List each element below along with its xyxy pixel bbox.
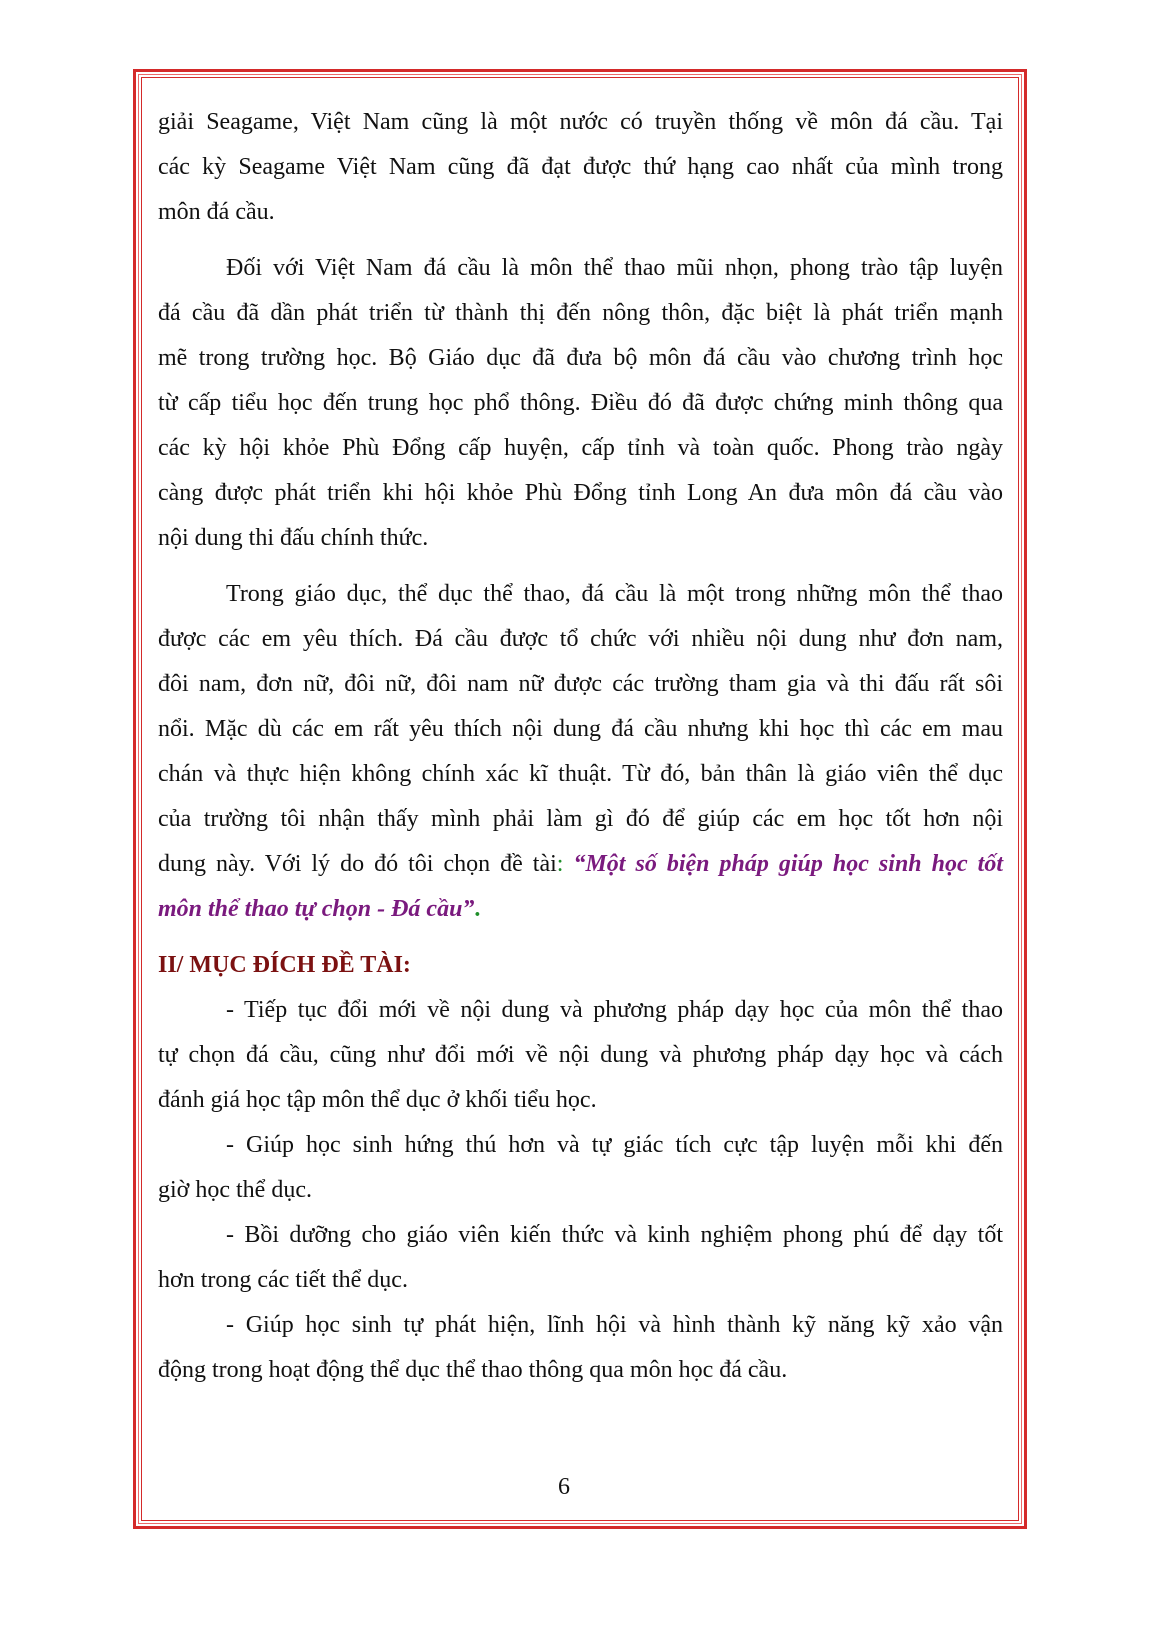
bullet-line: - Tiếp tục đổi mới về nội dung và phương pháp dạy học của môn thể thao — [226, 997, 1003, 1023]
bullet-line: đánh giá học tập môn thể dục ở khối tiểu học. — [158, 1087, 597, 1113]
paragraph-3-lead: dung này. Với lý do đó tôi chọn đề tài — [158, 851, 557, 877]
paragraph-3-line: nổi. Mặc dù các em rất yêu thích nội dung đá cầu nhưng khi học thì các em mau — [158, 716, 1003, 742]
period-mark: . — [474, 896, 481, 922]
paragraph-1-line: giải Seagame, Việt Nam cũng là một nước có truyền thống về môn đá cầu. Tại — [158, 109, 1003, 135]
bullet-line: - Bồi dưỡng cho giáo viên kiến thức và kinh nghiệm phong phú để dạy tốt — [226, 1222, 1003, 1248]
paragraph-3-line: được các em yêu thích. Đá cầu được tổ chức với nhiều nội dung như đơn nam, — [158, 626, 1003, 652]
paragraph-2-line: từ cấp tiểu học đến trung học phổ thông. Điều đó đã được chứng minh thông qua — [158, 390, 1003, 416]
paragraph-2-line: càng được phát triển khi hội khỏe Phù Đổng tỉnh Long An đưa môn đá cầu vào — [158, 480, 1003, 506]
bullet-line: động trong hoạt động thể dục thể thao thông qua môn học đá cầu. — [158, 1357, 788, 1383]
paragraph-2-line: các kỳ hội khỏe Phù Đổng cấp huyện, cấp tỉnh và toàn quốc. Phong trào ngày — [158, 435, 1003, 461]
bullet-line: tự chọn đá cầu, cũng như đổi mới về nội dung và phương pháp dạy học và cách — [158, 1042, 1003, 1068]
section-heading: II/ MỤC ĐÍCH ĐỀ TÀI: — [158, 952, 411, 978]
bullet-line: - Giúp học sinh tự phát hiện, lĩnh hội và hình thành kỹ năng kỹ xảo vận — [226, 1312, 1003, 1338]
paragraph-3-line: Trong giáo dục, thể dục thể thao, đá cầu là một trong những môn thể thao — [226, 581, 1003, 607]
bullet-line: - Giúp học sinh hứng thú hơn và tự giác tích cực tập luyện mỗi khi đến — [226, 1132, 1003, 1158]
paragraph-3-line: đôi nam, đơn nữ, đôi nữ, đôi nam nữ được các trường tham gia và thi đấu rất sôi — [158, 671, 1003, 697]
topic-title-part-1: “Một số biện pháp giúp học sinh học tốt — [573, 851, 1003, 877]
page-number: 6 — [558, 1474, 570, 1500]
paragraph-3-line: của trường tôi nhận thấy mình phải làm gì đó để giúp các em học tốt hơn nội — [158, 806, 1003, 832]
bullet-line: giờ học thể dục. — [158, 1177, 312, 1203]
paragraph-2-line: nội dung thi đấu chính thức. — [158, 525, 429, 551]
paragraph-1-line: các kỳ Seagame Việt Nam cũng đã đạt được thứ hạng cao nhất của mình trong — [158, 154, 1003, 180]
paragraph-2-line: Đối với Việt Nam đá cầu là môn thể thao mũi nhọn, phong trào tập luyện — [226, 255, 1003, 281]
paragraph-3-line — [158, 892, 1003, 926]
paragraph-3-line: chán và thực hiện không chính xác kĩ thuật. Từ đó, bản thân là giáo viên thể dục — [158, 761, 1003, 787]
topic-title-part-2: môn thể thao tự chọn - Đá cầu” — [158, 896, 475, 922]
paragraph-1-line: môn đá cầu. — [158, 199, 275, 225]
paragraph-2-line: mẽ trong trường học. Bộ Giáo dục đã đưa bộ môn đá cầu vào chương trình học — [158, 345, 1003, 371]
bullet-line: hơn trong các tiết thể dục. — [158, 1267, 408, 1293]
colon-mark: : — [556, 851, 564, 877]
paragraph-3-line — [158, 847, 1003, 881]
paragraph-2-line: đá cầu đã dần phát triển từ thành thị đến nông thôn, đặc biệt là phát triển mạnh — [158, 300, 1003, 326]
